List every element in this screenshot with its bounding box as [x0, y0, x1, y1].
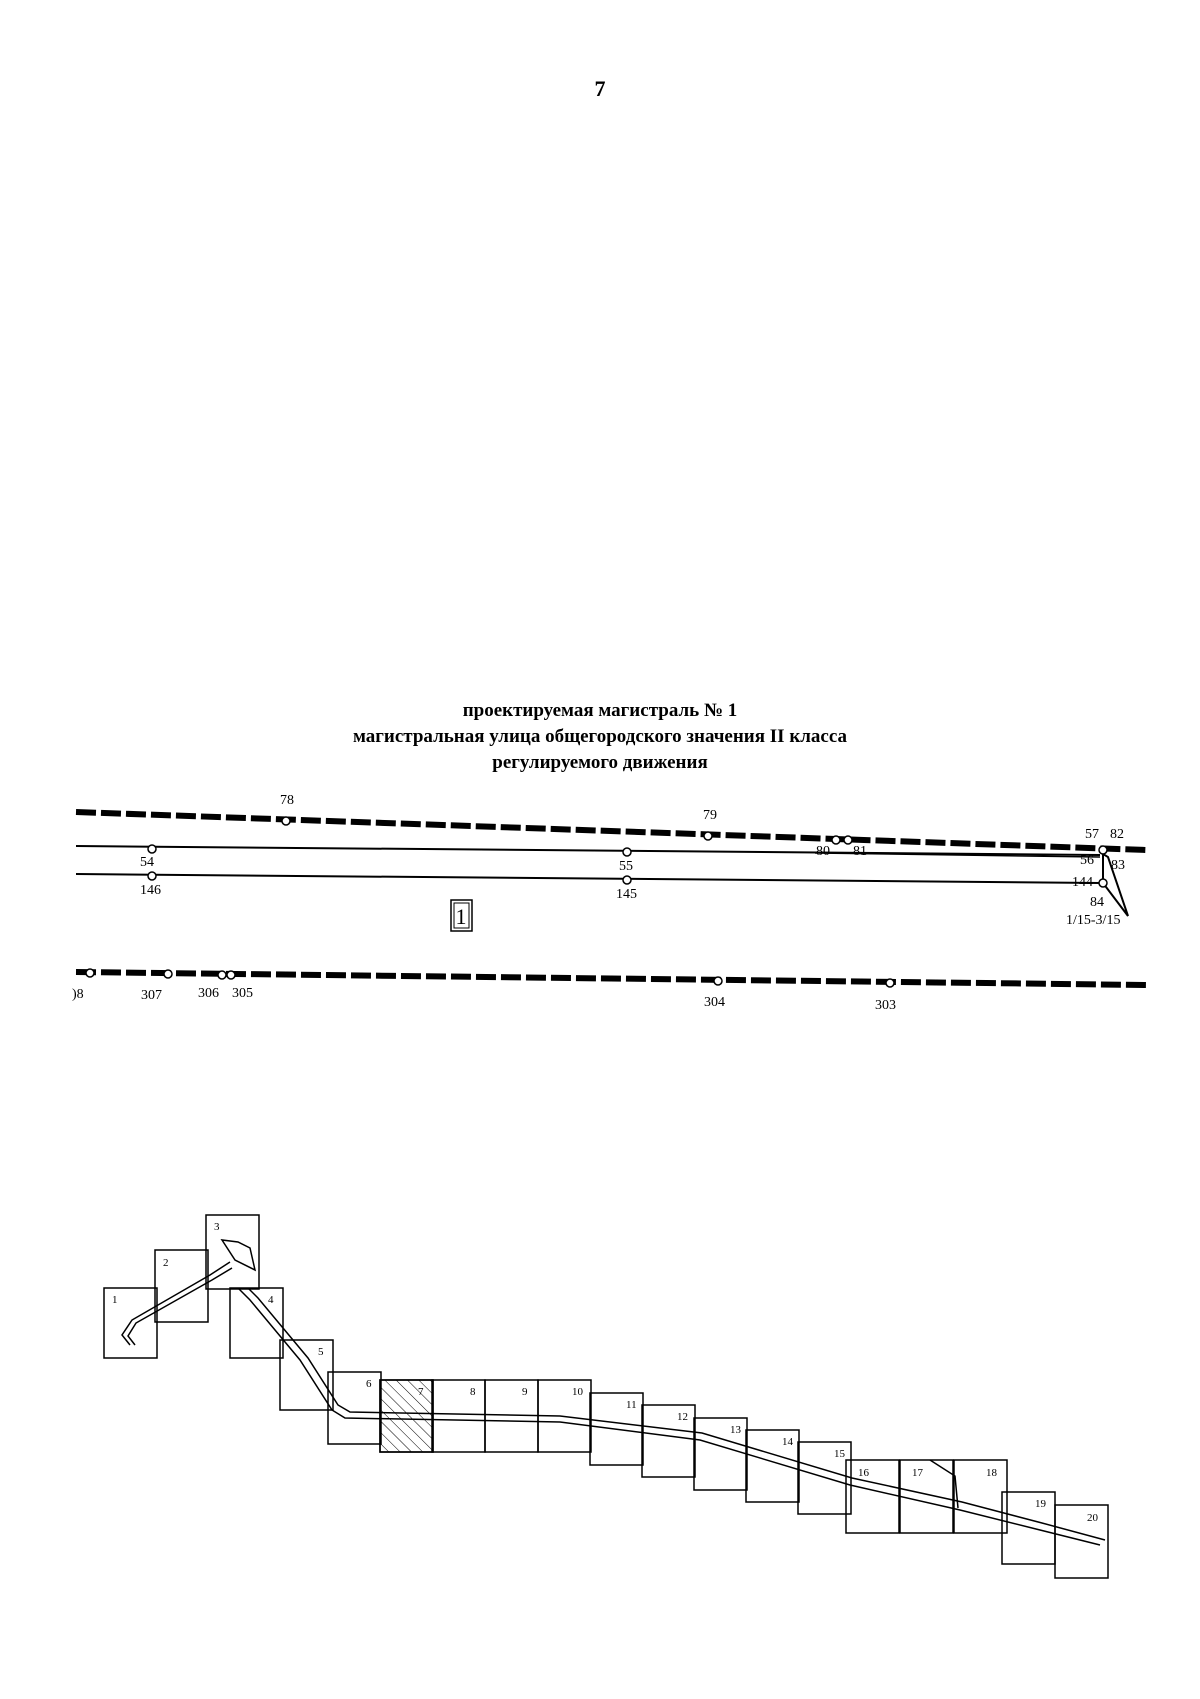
sheet-box-8	[432, 1380, 485, 1452]
label-145: 145	[616, 887, 637, 902]
point-307	[164, 970, 172, 978]
label-84: 84	[1090, 895, 1104, 910]
label-305: 305	[232, 986, 253, 1001]
point-79	[704, 832, 712, 840]
sheet-box-4	[230, 1288, 283, 1358]
sheet-label-7: 7	[418, 1386, 424, 1398]
sheet-marker	[451, 900, 472, 931]
point-81	[844, 836, 852, 844]
road-edge-line-1	[76, 846, 1100, 855]
page-number: 7	[594, 76, 606, 101]
sheet-label-10: 10	[572, 1386, 583, 1398]
label-54: 54	[140, 855, 154, 870]
label-83: 83	[1111, 858, 1125, 873]
point-305	[227, 971, 235, 979]
sheet-label-15: 15	[834, 1448, 845, 1460]
point-54	[148, 845, 156, 853]
title-line-1: проектируемая магистраль № 1	[462, 700, 738, 721]
label-78: 78	[280, 793, 294, 808]
label-1-15-3-15: 1/15-3/15	[1066, 913, 1121, 928]
label-307: 307	[141, 988, 162, 1003]
sheet-label-13: 13	[730, 1424, 741, 1436]
sheet-label-18: 18	[986, 1467, 997, 1479]
sheet-box-19	[1002, 1492, 1055, 1564]
sheet-label-11: 11	[626, 1399, 637, 1411]
sheet-label-16: 16	[858, 1467, 869, 1479]
sheet-label-9: 9	[522, 1386, 528, 1398]
sheet-label-5: 5	[318, 1346, 324, 1358]
highlighted-sheet-7	[380, 1380, 433, 1452]
label-57: 57	[1085, 827, 1099, 842]
sheet-box-20	[1055, 1505, 1108, 1578]
label-80: 80	[816, 844, 830, 859]
point-78	[282, 817, 290, 825]
sheet-label-4: 4	[268, 1294, 274, 1306]
sheet-label-19: 19	[1035, 1498, 1046, 1510]
label-81: 81	[853, 844, 867, 859]
sheet-label-12: 12	[677, 1411, 688, 1423]
point-146	[148, 872, 156, 880]
sheet-label-14: 14	[782, 1436, 793, 1448]
label-304: 304	[704, 995, 725, 1010]
point-304	[714, 977, 722, 985]
label-308: )8	[72, 987, 84, 1002]
sheet-label-1: 1	[112, 1294, 118, 1306]
point-303	[886, 979, 894, 987]
label-306: 306	[198, 986, 219, 1001]
sheet-box-16	[846, 1460, 899, 1533]
point-144	[1099, 879, 1107, 887]
sheet-box-18	[954, 1460, 1007, 1533]
sheet-box-6	[328, 1372, 381, 1444]
point-80	[832, 836, 840, 844]
label-82: 82	[1110, 827, 1124, 842]
sheet-label-3: 3	[214, 1221, 220, 1233]
point-145	[623, 876, 631, 884]
label-79: 79	[703, 808, 717, 823]
road-edge-line-2	[76, 874, 1100, 883]
label-56: 56	[1080, 853, 1094, 868]
label-144: 144	[1072, 875, 1093, 890]
sheet-label-17: 17	[912, 1467, 923, 1479]
label-55: 55	[619, 859, 633, 874]
sheet-label-6: 6	[366, 1378, 372, 1390]
sheet-label-8: 8	[470, 1386, 476, 1398]
point-57	[1099, 846, 1107, 854]
label-303: 303	[875, 998, 896, 1013]
sheet-numbers	[112, 1221, 1099, 1524]
title-line-2: магистральная улица общегородского значения II класса	[352, 726, 848, 747]
point-308	[86, 969, 94, 977]
point-55	[623, 848, 631, 856]
sheet-marker-label: 1	[455, 904, 467, 929]
north-boundary-line	[76, 812, 1146, 850]
point-306	[218, 971, 226, 979]
sheet-box-17	[900, 1460, 953, 1533]
title-line-3: регулируемого движения	[492, 752, 708, 773]
sheet-label-2: 2	[163, 1257, 169, 1269]
sheet-label-20: 20	[1087, 1512, 1098, 1524]
south-boundary-line	[76, 972, 1146, 985]
label-146: 146	[140, 883, 161, 898]
